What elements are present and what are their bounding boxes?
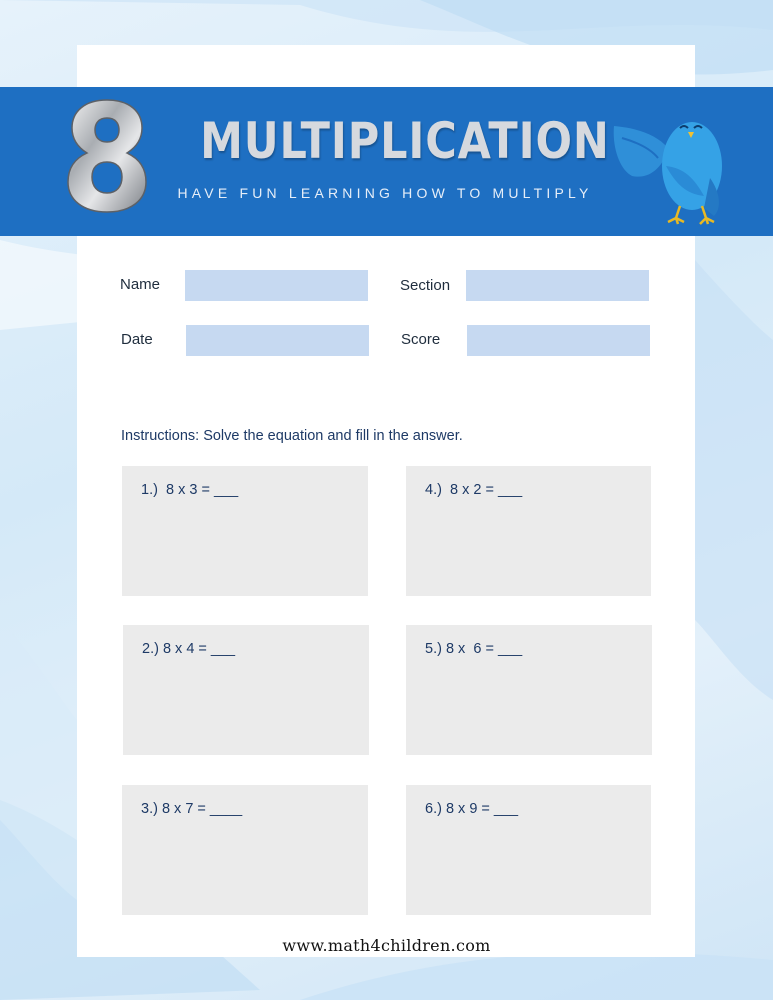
problem-text: 1.) 8 x 3 = ___	[141, 482, 239, 498]
bluebird-icon	[606, 108, 730, 226]
problem-card-1[interactable]	[122, 466, 368, 596]
problem-text: 6.) 8 x 9 = ___	[425, 801, 519, 817]
page-subtitle: HAVE FUN LEARNING HOW TO MULTIPLY	[177, 185, 593, 201]
instructions-text: Instructions: Solve the equation and fill in the answer.	[121, 428, 463, 444]
date-field[interactable]	[186, 325, 369, 356]
score-field[interactable]	[467, 325, 650, 356]
problem-card-5[interactable]	[406, 625, 652, 755]
problem-card-6[interactable]	[406, 785, 651, 915]
section-label: Section	[400, 277, 451, 294]
section-field[interactable]	[466, 270, 649, 301]
name-label: Name	[120, 276, 161, 293]
problem-card-3[interactable]	[122, 785, 368, 915]
name-field[interactable]	[185, 270, 368, 301]
problem-card-4[interactable]	[406, 466, 651, 596]
problem-text: 4.) 8 x 2 = ___	[425, 482, 523, 498]
score-label: Score	[401, 331, 441, 348]
date-label: Date	[121, 331, 153, 348]
metallic-eight-icon	[66, 96, 148, 216]
problem-text: 3.) 8 x 7 = ____	[141, 801, 243, 817]
problem-text: 2.) 8 x 4 = ___	[142, 641, 236, 657]
footer-url[interactable]: www.math4children.com	[282, 936, 491, 955]
problem-card-2[interactable]	[123, 625, 369, 755]
problem-text: 5.) 8 x 6 = ___	[425, 641, 523, 657]
page-title: MULTIPLICATION	[200, 112, 610, 170]
